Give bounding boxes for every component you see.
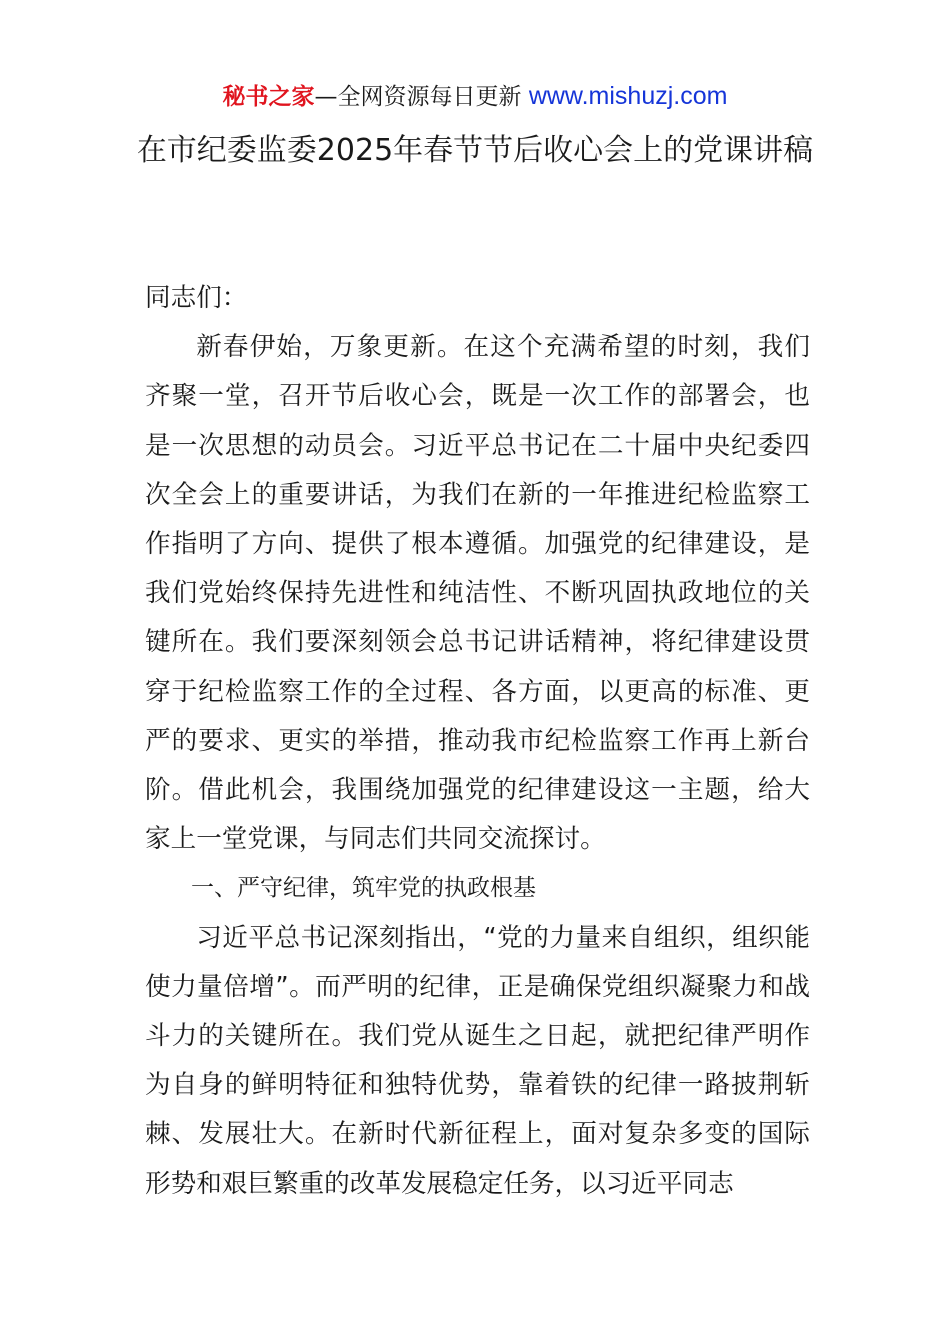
intro-paragraph: 新春伊始，万象更新。在这个充满希望的时刻，我们齐聚一堂，召开节后收心会，既是一次工作的部署会，也是一次思想的动员会。习近平总书记在二十届中央纪委四次全会上的重要讲话，为我们在新的一年推进纪检监察工作指明了方向、提供了根本遵循。加强党的纪律建设，是我们党始终保持先进性和纯洁性、不断巩固执政地位的关键所在。我们要深刻领会总书记讲话精神，将纪律建设贯穿于纪检监察工作的全过程、各方面，以更高的标准、更严的要求、更实的举措，推动我市纪检监察工作再上新台阶。借此机会，我围绕加强党的纪律建设这一主题，给大家上一堂党课，与同志们共同交流探讨。 — [145, 332, 810, 855]
document-body — [145, 274, 810, 1209]
section-paragraph: 习近平总书记深刻指出，“党的力量来自组织，组织能使力量倍增”。而严明的纪律，正是确保党组织凝聚力和战斗力的关键所在。我们党从诞生之日起，就把纪律严明作为自身的鲜明特征和独特优势，靠着铁的纪律一路披荆斩棘、发展壮大。在新时代新征程上，面对复杂多变的国际形势和艰巨繁重的改革发展稳定任务，以习近平同志 — [145, 922, 810, 1199]
site-url-link[interactable]: www.mishuzj.com — [528, 82, 728, 110]
banner-tagline: —全网资源每日更新 — [314, 84, 529, 110]
section-heading: 一、严守纪律，筑牢党的执政根基 — [191, 875, 536, 902]
salutation: 同志们： — [145, 283, 248, 313]
document-title: 在市纪委监委2025年春节节后收心会上的党课讲稿 — [136, 133, 814, 168]
site-banner — [0, 80, 950, 113]
brand-name: 秘书之家 — [222, 84, 315, 110]
